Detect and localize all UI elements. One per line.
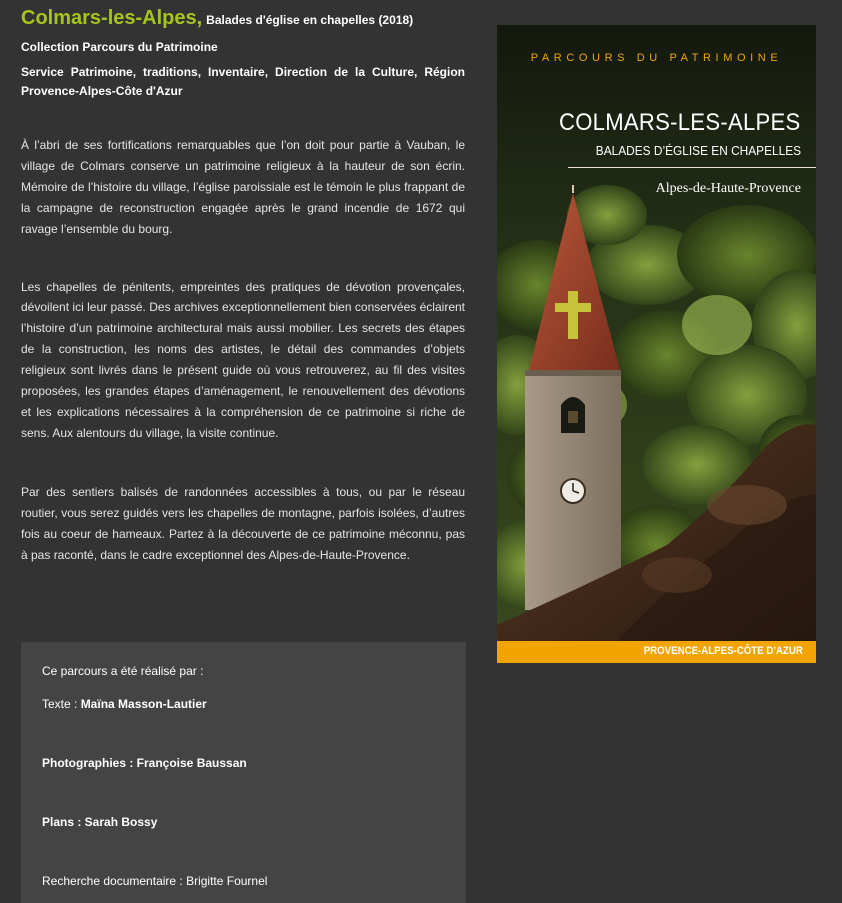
credit-texte [42,696,207,712]
credit-plans: Plans : Sarah Bossy [42,815,158,829]
cover-department: Alpes-de-Haute-Provence [655,181,801,196]
page-heading [21,6,465,32]
credit-photographies: Photographies : Françoise Baussan [42,756,247,770]
page-subtitle: Balades d'église en chapelles (2018) [206,13,414,27]
collection-name: Collection Parcours du Patrimoine [21,40,218,54]
page-title: Colmars-les-Alpes, [21,7,203,29]
cover-title: COLMARS-LES-ALPES [559,109,801,136]
description-paragraph-3: Par des sentiers balisés de randonnées accessibles à tous, ou par le réseau routier, vous serez guidés vers les chapelles de montagne, parfois isolées, d’autres fois au coeur de hameaux. Partez à la découverte de ce patrimoine méconnu, pas à pas raconté, dans le cadre exceptionnel des Alpes-de-Haute-Provence. [21,484,465,562]
cover-subtitle: BALADES D’ÉGLISE EN CHAPELLES [595,144,801,158]
credit-texte-label: Texte : [42,697,81,711]
service-credit: Service Patrimoine, traditions, Inventaire, Direction de la Culture, Région Provence-Alpes-Côte d'Azur [21,65,465,98]
credits-box [21,642,466,903]
description-paragraph-1: À l’abri de ses fortifications remarquables que l’on doit pour partie à Vauban, le village de Colmars conserve un patrimoine religieux à la hauteur de son écrin. Mémoire de l’histoire du village, l’église paroissiale est le témoin le plus frappant de la campagne de reconstruction engagée après le grand incendie de 1672 qui ravage l’ensemble du bourg. [21,138,465,236]
credit-recherche: Recherche documentaire : Brigitte Fournel [42,874,268,888]
cover-region: PROVENCE-ALPES-CÔTE D’AZUR [643,645,803,657]
book-cover[interactable] [497,25,816,663]
credit-texte-author: Maïna Masson-Lautier [80,697,207,711]
cover-divider [568,167,816,168]
credits-intro: Ce parcours a été réalisé par : [42,664,204,678]
description-column [21,6,465,565]
cover-region-band [497,641,816,663]
description-paragraph-2: Les chapelles de pénitents, empreintes des pratiques de dévotion provençales, dévoilent ici leur passé. Des archives exceptionnellement bien conservées éclairent l’histoire d’un patrimoine architectural mais aussi mobilier. Les secrets des étapes de la construction, les noms des artistes, le détail des commandes d’objets religieux sont livrés dans le présent guide où vous retrouverez, au fil des visites proposées, les grandes étapes d’aménagement, le renouvellement des dévotions et les explications nécessaires à la compréhension de ce patrimoine si riche de sens. Aux alentours du village, la visite continue. [21,279,465,440]
cover-series: PARCOURS DU PATRIMOINE [530,52,783,64]
